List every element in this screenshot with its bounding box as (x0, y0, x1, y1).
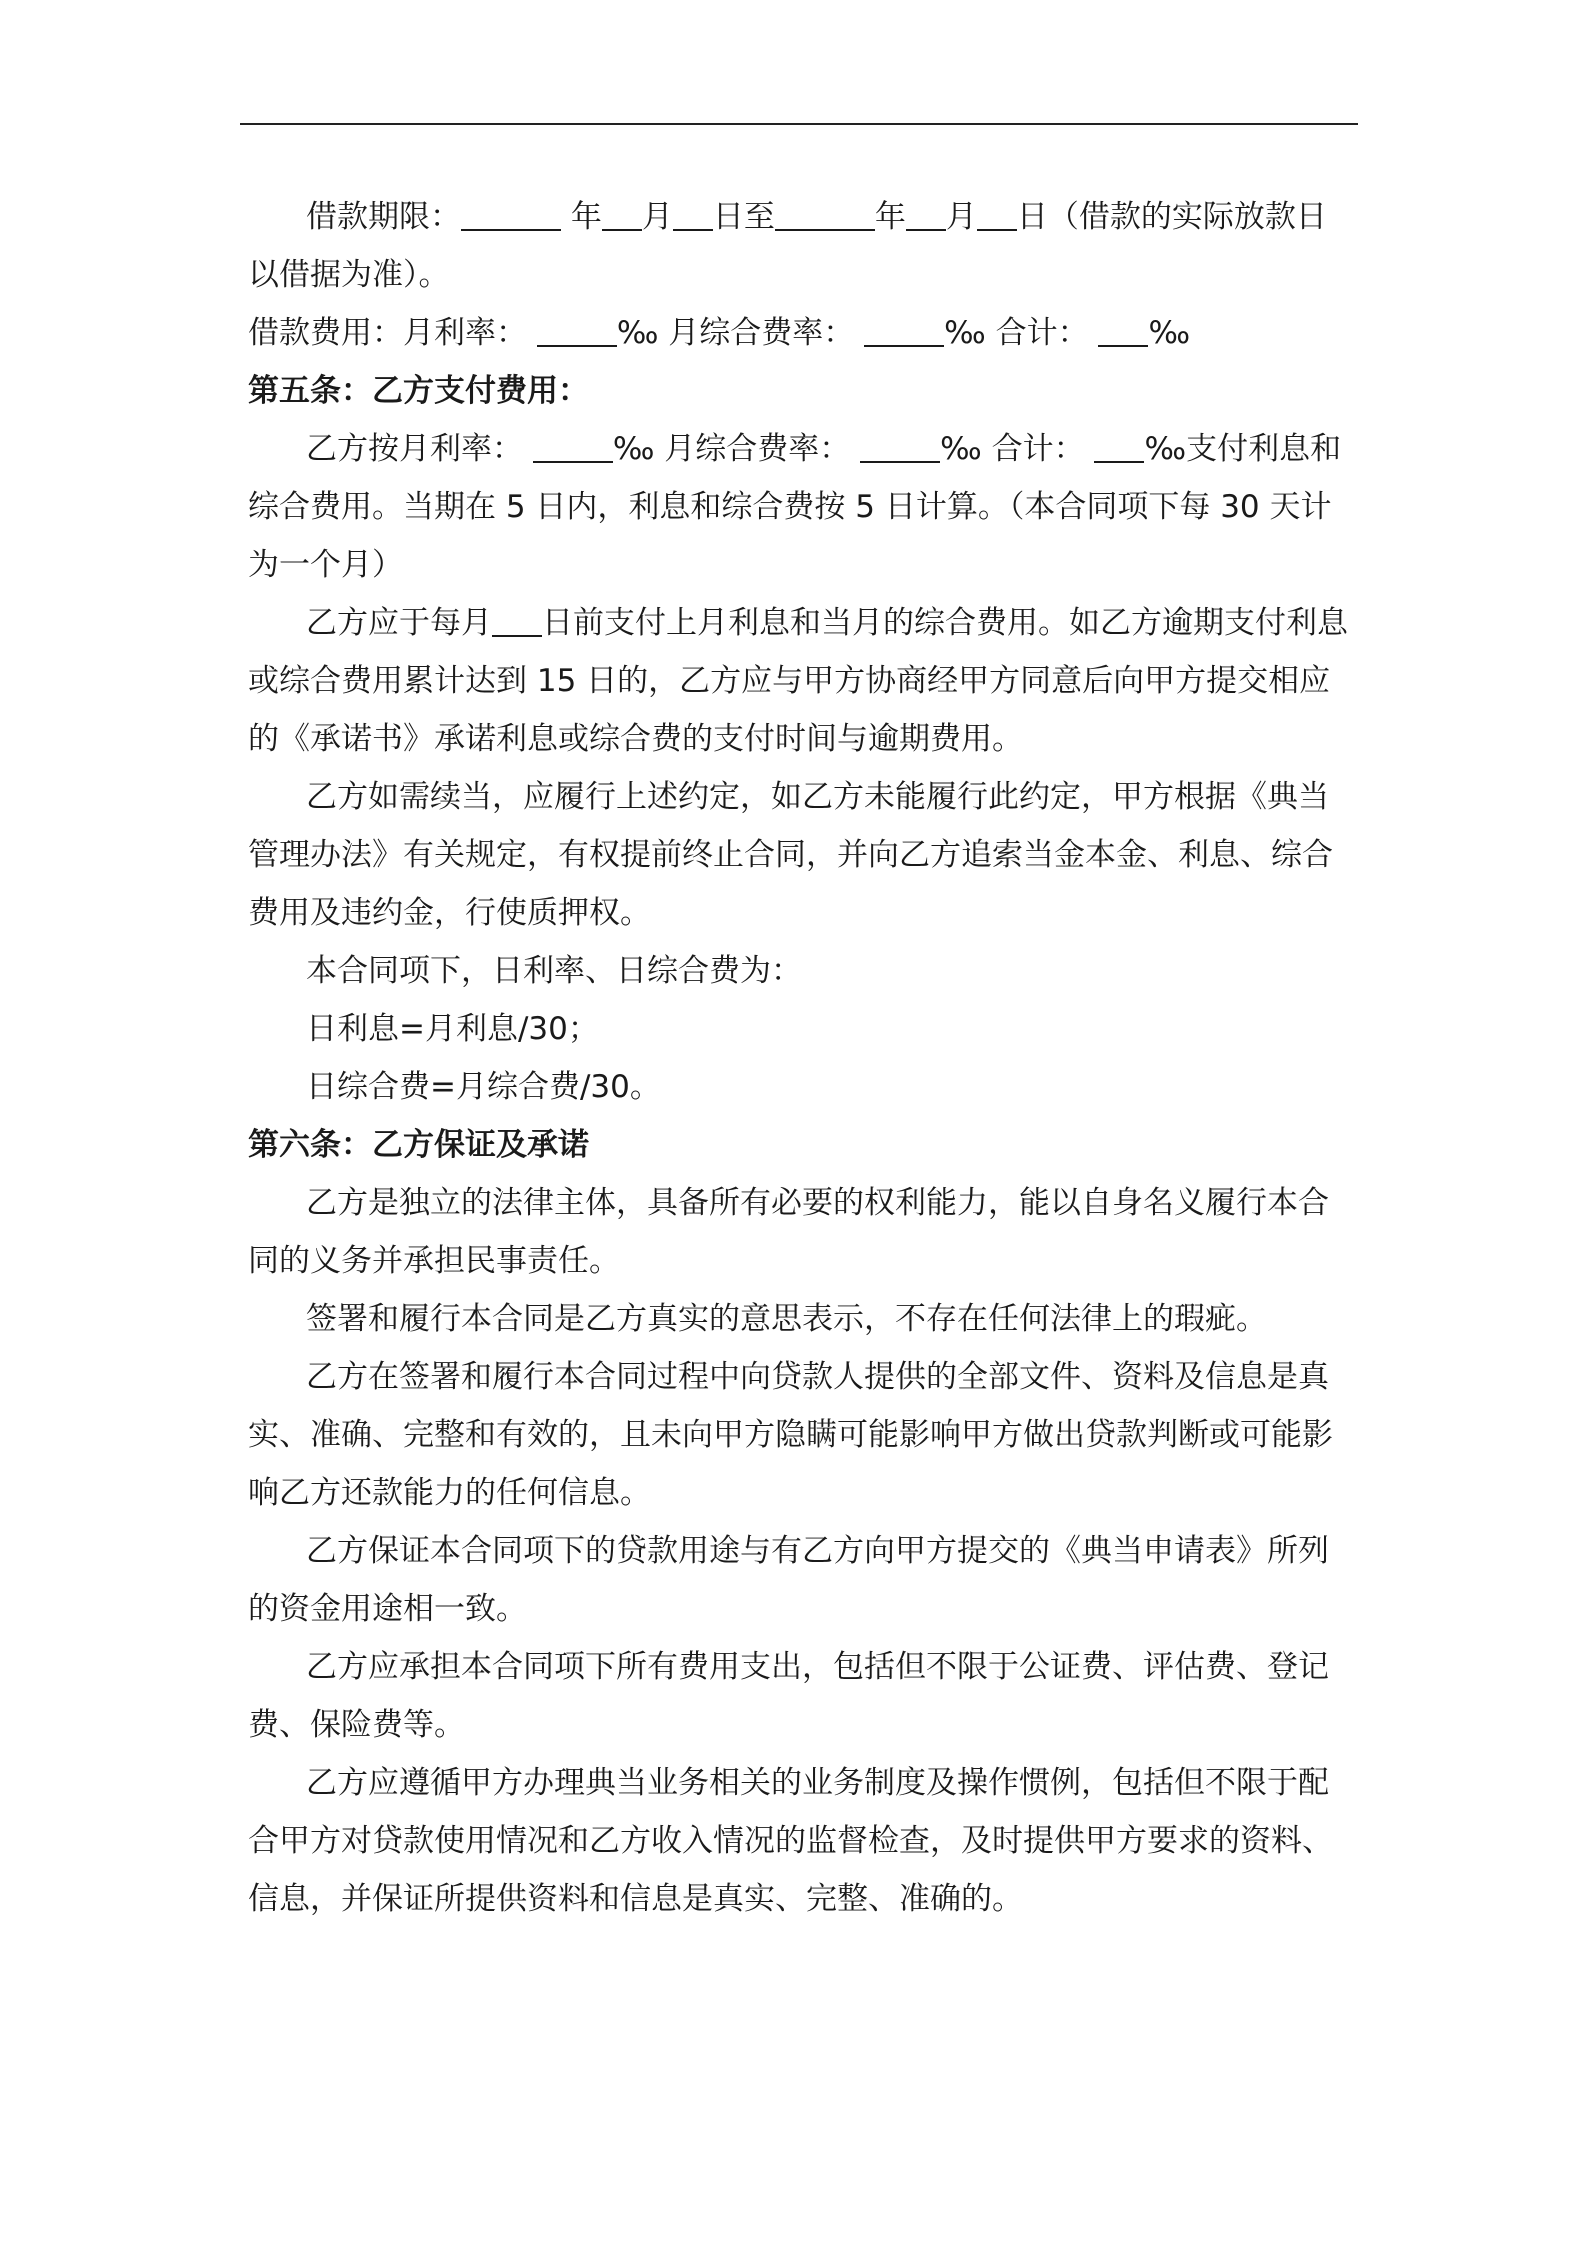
blank-payment-day (492, 605, 542, 637)
loan-fee-label: 借款费用：月利率： (248, 315, 527, 351)
article6-paragraph-1: 乙方是独立的法律主体，具备所有必要的权利能力，能以自身名义履行本合同的义务并承担民事责任。 (248, 1185, 1329, 1279)
blank-year-2 (775, 199, 875, 231)
article5-heading: 第五条：乙方支付费用： (248, 373, 589, 409)
loan-term-paragraph: 借款期限： 年 月 日至 年 月 日（借款的实际放款日以借据为准）。 (248, 199, 1327, 293)
blank-day-2 (977, 199, 1017, 231)
article6-paragraph-4: 乙方保证本合同项下的贷款用途与有乙方向甲方提交的《典当申请表》所列的资金用途相一致。 (248, 1533, 1329, 1627)
blank-a5-total-rate (1094, 431, 1144, 463)
blank-monthly-rate (537, 315, 617, 347)
loan-term-note: （借款的实际放款日以借据为准）。 (248, 199, 1327, 293)
blank-year-1 (461, 199, 561, 231)
blank-day-1 (673, 199, 713, 231)
article5-paragraph-6: 日综合费=月综合费/30。 (306, 1069, 661, 1105)
blank-total-rate (1098, 315, 1148, 347)
loan-fee-paragraph: 借款费用：月利率： ‰ 月综合费率： ‰ 合计： ‰ (248, 315, 1191, 351)
article6-paragraph-6: 乙方应遵循甲方办理典当业务相关的业务制度及操作惯例，包括但不限于配合甲方对贷款使用情况和乙方收入情况的监督检查，及时提供甲方要求的资料、信息，并保证所提供资料和信息是真实、完整、准确的。 (248, 1765, 1333, 1917)
article5-paragraph-4: 本合同项下，日利率、日综合费为： (306, 953, 802, 989)
article5-paragraph-3: 乙方如需续当，应履行上述约定，如乙方未能履行此约定，甲方根据《典当管理办法》有关规定，有权提前终止合同，并向乙方追索当金本金、利息、综合费用及违约金，行使质押权。 (248, 779, 1333, 931)
article6-paragraph-3: 乙方在签署和履行本合同过程中向贷款人提供的全部文件、资料及信息是真实、准确、完整和有效的，且未向甲方隐瞒可能影响甲方做出贷款判断或可能影响乙方还款能力的任何信息。 (248, 1359, 1333, 1511)
blank-month-1 (602, 199, 642, 231)
article6-heading: 第六条：乙方保证及承诺 (248, 1127, 589, 1163)
header-rule (240, 123, 1358, 125)
article5-paragraph-5: 日利息=月利息/30； (306, 1011, 599, 1047)
document-body (248, 188, 1348, 1928)
article6-paragraph-2: 签署和履行本合同是乙方真实的意思表示，不存在任何法律上的瑕疵。 (306, 1301, 1267, 1337)
blank-a5-monthly-rate (533, 431, 613, 463)
blank-month-2 (906, 199, 946, 231)
loan-term-label: 借款期限： (306, 199, 461, 235)
blank-a5-monthly-fee-rate (860, 431, 940, 463)
blank-monthly-fee-rate (864, 315, 944, 347)
article5-paragraph-2: 乙方应于每月 日前支付上月利息和当月的综合费用。如乙方逾期支付利息或综合费用累计达到 15 日的，乙方应与甲方协商经甲方同意后向甲方提交相应的《承诺书》承诺利息或综合费的支付时间与逾期费用。 (248, 605, 1348, 757)
article5-paragraph-1: 乙方按月利率： ‰ 月综合费率： ‰ 合计： ‰支付利息和综合费用。当期在 5 日内，利息和综合费按 5 日计算。（本合同项下每 30 天计为一个月） (248, 431, 1342, 583)
article6-paragraph-5: 乙方应承担本合同项下所有费用支出，包括但不限于公证费、评估费、登记费、保险费等。 (248, 1649, 1329, 1743)
